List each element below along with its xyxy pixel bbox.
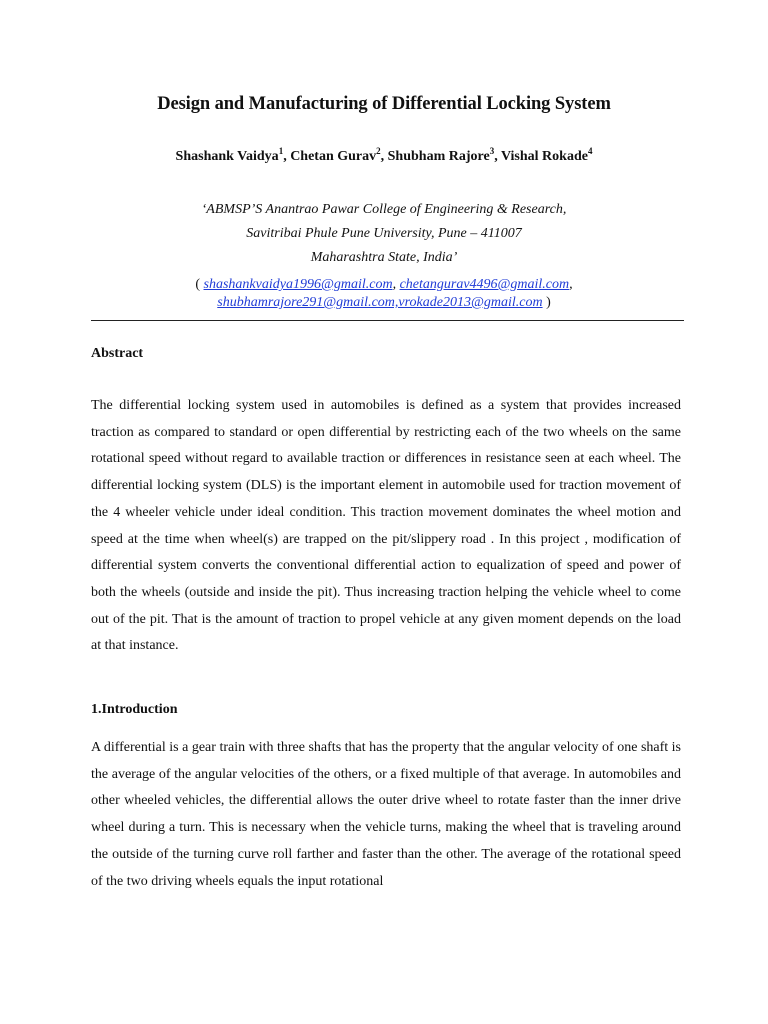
header-divider: [91, 320, 684, 321]
email-separator: ,: [569, 277, 573, 292]
abstract-heading: Abstract: [91, 346, 144, 361]
email-line-2: [0, 294, 768, 312]
abstract-paragraph: The differential locking system used in automobiles is defined as a system that provides increased traction as compared to standard or open differential by restricting each of the two wheels on the same rotational speed without regard to available traction or differences in resistance seen at each wheel. The differential locking system (DLS) is the important element in automobile used for traction movement of the 4 wheeler vehicle under ideal condition. This traction movement dominates the wheel motion and speed at the time when wheel(s) are trapped on the pit/slippery road . In this project , modification of differential system converts the conventional differential action to equalization of speed and power of both the wheels (outside and inside the pit). Thus increasing traction helping the vehicle wheel to come out of the pit. That is the amount of traction to propel vehicle at any given moment depends on the load at that instance.: [91, 398, 681, 654]
affiliation-line-2: Savitribai Phule Pune University, Pune – 411007: [246, 226, 522, 241]
author-affiliation-marker: 4: [587, 146, 593, 156]
author-name: Chetan Gurav: [290, 149, 377, 164]
affiliation-line-1: ‘ABMSP’S Anantrao Pawar College of Engineering & Research,: [201, 202, 567, 217]
author-list: Shashank Vaidya$^1$, Chetan Gurav$^2$, Shubham Rajore$^3$, Vishal Rokade$^4$: [175, 146, 593, 164]
affiliation-line-3: Maharashtra State, India’: [310, 250, 458, 265]
email-close-paren: ): [542, 295, 551, 310]
section-heading-introduction: 1.Introduction: [91, 702, 178, 717]
paper-title: Design and Manufacturing of Differential Locking System: [157, 94, 611, 114]
author-name: Vishal Rokade: [500, 149, 588, 164]
email-link-shubham-vishal[interactable]: shubhamrajore291@gmail.com,vrokade2013@gmail.com: [217, 295, 543, 310]
author-affiliation-marker: 2: [376, 146, 381, 156]
author-affiliation-marker: 1: [278, 146, 284, 156]
email-link-shashank[interactable]: shashankvaidya1996@gmail.com: [203, 277, 393, 292]
email-line-1: [0, 276, 768, 294]
author-affiliation-marker: 3: [489, 146, 495, 156]
introduction-paragraph: A differential is a gear train with three shafts that has the property that the angular velocity of one shaft is the average of the angular velocities of the others, or a fixed multiple of that average. In automobiles and other wheeled vehicles, the differential allows the outer drive wheel to rotate faster than the inner drive wheel during a turn. This is necessary when the vehicle turns, making the wheel that is traveling around the outside of the turning curve roll farther and faster than the other. The average of the rotational speed of the two driving wheels equals the input rotational: [91, 740, 681, 889]
email-separator: ,: [392, 277, 400, 292]
email-open-paren: (: [195, 277, 204, 292]
email-link-chetan[interactable]: chetangurav4496@gmail.com: [399, 277, 570, 292]
author-name: Shashank Vaidya: [175, 149, 279, 164]
author-name: Shubham Rajore: [387, 149, 490, 164]
